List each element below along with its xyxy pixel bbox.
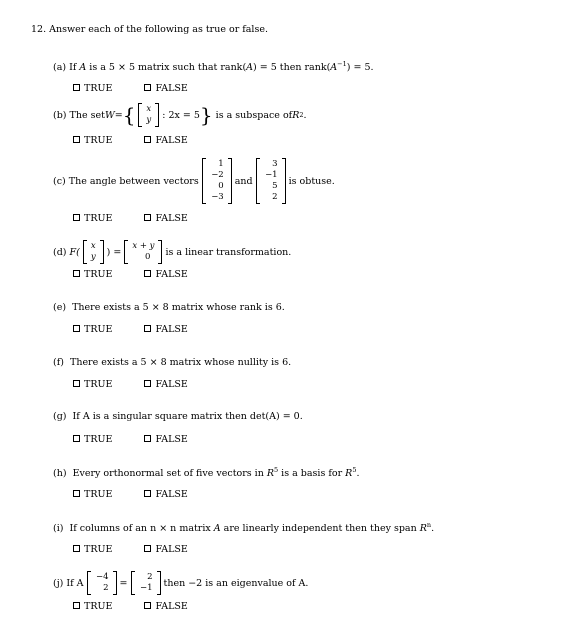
false-option[interactable]: FALSE bbox=[144, 544, 187, 555]
vector-xy: x y bbox=[138, 103, 159, 127]
false-option[interactable]: FALSE bbox=[144, 601, 187, 612]
true-option[interactable]: TRUE bbox=[73, 601, 112, 612]
checkbox[interactable] bbox=[73, 214, 80, 221]
options-i bbox=[73, 544, 188, 555]
item-text: If A is a singular square matrix then det(A) = 0. bbox=[72, 411, 303, 422]
checkbox[interactable] bbox=[144, 270, 151, 277]
item-c: (c) The angle between vectors 1 −2 0 −3 and 3 −1 5 2 is obtuse. bbox=[53, 159, 335, 202]
checkbox[interactable] bbox=[144, 325, 151, 332]
checkbox[interactable] bbox=[144, 602, 151, 609]
checkbox[interactable] bbox=[144, 545, 151, 552]
checkbox[interactable] bbox=[73, 490, 80, 497]
true-option[interactable]: TRUE bbox=[73, 269, 112, 280]
options-a bbox=[73, 83, 188, 94]
options-d bbox=[73, 269, 188, 280]
false-option[interactable]: FALSE bbox=[144, 324, 187, 335]
item-i bbox=[53, 521, 434, 534]
vector-left: −4 2 bbox=[87, 571, 117, 595]
options-f bbox=[73, 379, 188, 390]
item-e bbox=[53, 302, 285, 313]
item-label: (c) bbox=[53, 175, 66, 187]
item-label: (b) bbox=[53, 109, 67, 121]
checkbox[interactable] bbox=[73, 136, 80, 143]
options-c bbox=[73, 213, 188, 224]
vector-image: x + y 0 bbox=[124, 240, 162, 264]
options-e bbox=[73, 324, 188, 335]
checkbox[interactable] bbox=[144, 84, 151, 91]
false-option[interactable]: FALSE bbox=[144, 269, 187, 280]
false-option[interactable]: FALSE bbox=[144, 135, 187, 146]
checkbox[interactable] bbox=[73, 545, 80, 552]
vector-xy: x y bbox=[83, 240, 104, 264]
right-brace: } bbox=[199, 103, 213, 127]
item-label: (a) bbox=[53, 62, 67, 74]
options-b bbox=[73, 135, 188, 146]
item-h bbox=[53, 466, 359, 479]
checkbox[interactable] bbox=[144, 380, 151, 387]
checkbox[interactable] bbox=[73, 380, 80, 387]
true-option[interactable]: TRUE bbox=[73, 379, 112, 390]
question-header: 12. Answer each of the following as true or false. bbox=[31, 24, 268, 35]
checkbox[interactable] bbox=[73, 325, 80, 332]
options-g bbox=[73, 434, 188, 445]
item-g bbox=[53, 411, 303, 422]
checkbox[interactable] bbox=[144, 136, 151, 143]
checkbox[interactable] bbox=[73, 270, 80, 277]
item-text: There exists a 5 × 8 matrix whose nullity is 6. bbox=[69, 357, 292, 368]
true-option[interactable]: TRUE bbox=[73, 324, 112, 335]
true-option[interactable]: TRUE bbox=[73, 213, 112, 224]
false-option[interactable]: FALSE bbox=[144, 489, 187, 500]
item-f bbox=[53, 357, 291, 368]
item-text: The angle between vectors bbox=[68, 175, 199, 187]
false-option[interactable]: FALSE bbox=[144, 379, 187, 390]
item-label: (d) bbox=[53, 246, 67, 258]
item-d: (d) F( x y ) = x + y 0 is a linear transformation. bbox=[53, 241, 292, 262]
item-label: (e) bbox=[53, 302, 67, 313]
item-a bbox=[53, 60, 374, 73]
item-b: (b) The set W = { x y : 2x = 5 } is a subspace of R 2 . bbox=[53, 103, 307, 127]
left-brace: { bbox=[122, 103, 136, 127]
checkbox[interactable] bbox=[144, 435, 151, 442]
options-h bbox=[73, 489, 188, 500]
item-label: (g) bbox=[53, 411, 67, 422]
options-j bbox=[73, 601, 188, 612]
true-option[interactable]: TRUE bbox=[73, 544, 112, 555]
item-text: If A is a 5 × 5 matrix such that rank(A) = 5 then $rank(A^{-1}) = 5$. bbox=[69, 60, 374, 74]
checkbox[interactable] bbox=[144, 490, 151, 497]
item-label: (h) bbox=[53, 468, 67, 480]
true-option[interactable]: TRUE bbox=[73, 83, 112, 94]
item-text: If columns of an n × n matrix A are linearly independent then they span $R^n$. bbox=[69, 521, 435, 535]
checkbox[interactable] bbox=[144, 214, 151, 221]
false-option[interactable]: FALSE bbox=[144, 83, 187, 94]
false-option[interactable]: FALSE bbox=[144, 213, 187, 224]
false-option[interactable]: FALSE bbox=[144, 434, 187, 445]
item-j: (j) If A −4 2 = 2 −1 then −2 is an eigenvalue of A. bbox=[53, 572, 309, 593]
vector-right: 2 −1 bbox=[131, 571, 161, 595]
item-text: There exists a 5 × 8 matrix whose rank is 6. bbox=[72, 302, 285, 313]
item-label: (f) bbox=[53, 357, 64, 368]
item-label: (j) bbox=[53, 577, 64, 589]
item-label: (i) bbox=[53, 523, 64, 535]
true-option[interactable]: TRUE bbox=[73, 489, 112, 500]
vector-1: 1 −2 0 −3 bbox=[202, 158, 232, 204]
vector-2: 3 −1 5 2 bbox=[256, 158, 286, 204]
checkbox[interactable] bbox=[73, 435, 80, 442]
checkbox[interactable] bbox=[73, 84, 80, 91]
true-option[interactable]: TRUE bbox=[73, 434, 112, 445]
item-text: Every orthonormal set of five vectors in $R^5$ is a basis for $R^5$. bbox=[72, 466, 360, 480]
true-option[interactable]: TRUE bbox=[73, 135, 112, 146]
checkbox[interactable] bbox=[73, 602, 80, 609]
